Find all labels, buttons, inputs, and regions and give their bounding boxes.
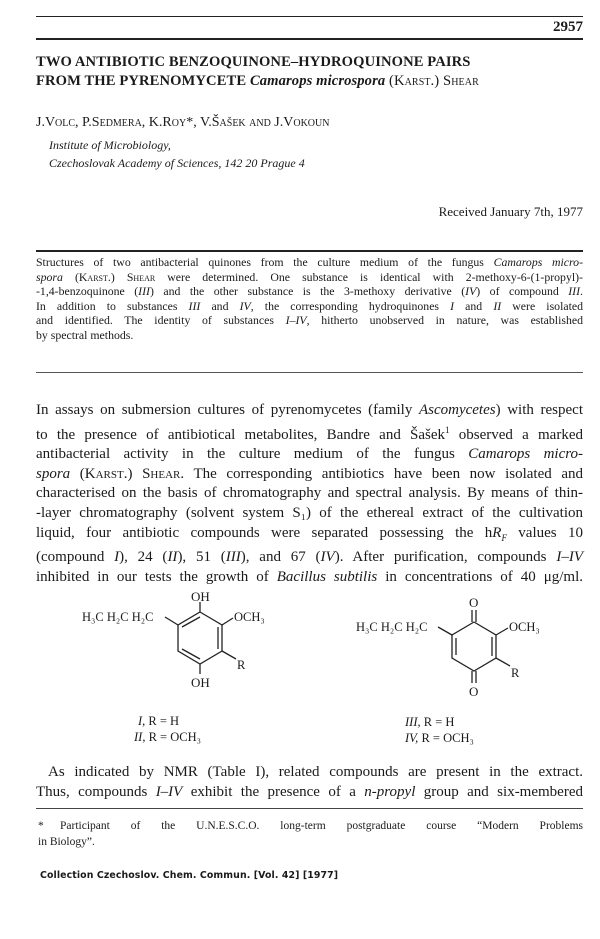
- hydroquinone-ring: [178, 612, 222, 664]
- body-line: spora (Karst.) Shear. The corresponding antibiotics have been now isolated and: [36, 465, 583, 482]
- hq-r-label: R: [237, 658, 246, 672]
- title-line-2: [36, 72, 479, 91]
- species-name: Camarops microspora: [249, 73, 386, 89]
- caption-text: R = H: [420, 715, 455, 729]
- title-line-1: TWO ANTIBIOTIC BENZOQUINONE–HYDROQUINONE PAIRS: [36, 54, 471, 70]
- compound-number: I,: [138, 714, 146, 728]
- header-bottom-rule: [36, 38, 583, 40]
- compound-number: III,: [405, 715, 421, 729]
- double-bond-inner: [182, 617, 200, 627]
- bq-methoxy-label: OCH₃: [509, 620, 540, 634]
- abstract-top-rule: [36, 250, 583, 252]
- bond-r: [496, 658, 510, 666]
- body-line: liquid, four antibiotic compounds were separated possessing the $hR_F$ values 10: [36, 524, 583, 543]
- body-line: In assays on submersion cultures of pyrenomycetes (family Ascomycetes) with respect: [36, 402, 583, 418]
- body-paragraph-1: [36, 401, 583, 587]
- abstract-line: -1,4-benzoquinone (III) and the other substance is the 3-methoxy derivative (IV) of compound III.: [36, 284, 583, 299]
- bond-r: [222, 651, 236, 659]
- hq-top-oh-label: OH: [191, 589, 210, 604]
- hq-bottom-oh-label: OH: [191, 675, 210, 690]
- body-line: As indicated by NMR (Table I), related compounds are present in the extract.: [48, 764, 583, 780]
- affiliation-line-1: Institute of Microbiology,: [49, 138, 171, 152]
- footnote: [38, 818, 583, 850]
- quinone-ring: [452, 622, 496, 671]
- species-authority: (Karst.) Shear: [385, 73, 479, 89]
- bq-r-label: R: [511, 666, 520, 680]
- body-line: characterised on the basis of chromatography and spectral analysis. By means of thin-: [36, 485, 583, 502]
- caption-text: R = H: [145, 714, 180, 728]
- author-list: J.Volc, P.Sedmera, K.Roy*, V.Šašek and J.Vokoun: [36, 115, 330, 130]
- benzoquinone-structure: [438, 610, 510, 683]
- caption-compound-ii: [134, 730, 201, 745]
- footnote-text: Participant of the U.N.E.S.C.O. long-term postgraduate course “Modern Problems: [60, 820, 583, 832]
- abstract-line: spora (Karst.) Shear were determined. One substance is identical with 2-methoxy-6-(1-propyl)-: [36, 269, 583, 284]
- compound-number: II,: [134, 730, 146, 744]
- chemical-structures-figure: [0, 580, 600, 710]
- abstract-line: In addition to substances III and IV, the corresponding hydroquinones I and II were isolated: [36, 298, 583, 313]
- journal-citation: Collection Czechoslov. Chem. Commun. [Vol. 42] [1977]: [40, 870, 339, 881]
- double-bond-inner: [182, 649, 200, 659]
- title-prefix: FROM THE PYRENOMYCETE: [36, 73, 250, 89]
- bond-methoxy: [222, 618, 233, 625]
- caption-compound-i: [138, 714, 179, 729]
- body-line: (compound I), 24 (II), 51 (III), and 67 (IV). After purification, compounds I–IV: [36, 549, 583, 566]
- hq-methoxy-label: OCH₃: [234, 610, 265, 624]
- hydroquinone-structure: [165, 602, 236, 674]
- hq-chain-label: H₃C H₂C H₂C: [82, 610, 154, 624]
- caption-compound-iii: [405, 715, 454, 730]
- caption-text: R = OCH₃: [145, 730, 201, 744]
- affiliation-line-2: Czechoslovak Academy of Sciences, 142 20 Prague 4: [49, 156, 305, 170]
- body-paragraph-2: [36, 763, 583, 802]
- bq-bottom-o-label: O: [469, 684, 479, 699]
- received-date: Received January 7th, 1977: [438, 204, 583, 219]
- footnote-line-1: [38, 818, 583, 834]
- footnote-marker: *: [38, 820, 44, 832]
- abstract-bottom-rule: [36, 372, 583, 373]
- bond-chain: [165, 617, 178, 625]
- affiliation: [49, 136, 305, 172]
- bond-methoxy: [496, 628, 508, 635]
- body-line: -layer chromatography (solvent system S₁) of the ethereal extract of the cultivation: [36, 504, 583, 521]
- bq-chain-label: H₃C H₂C H₂C: [356, 620, 428, 634]
- page-number: 2957: [553, 19, 583, 35]
- abstract-line: and identified. The identity of substances I–IV, hitherto unobserved in nature, was established: [36, 313, 583, 328]
- bq-top-o-label: O: [469, 595, 479, 610]
- abstract-line: Structures of two antibacterial quinones from the culture medium of the fungus Camarops micro-: [36, 255, 584, 269]
- body-line: inhibited in our tests the growth of Bacillus subtilis in concentrations of 40 μg/ml.: [36, 568, 583, 585]
- bond-chain: [438, 627, 452, 635]
- header-top-rule: [36, 16, 583, 17]
- caption-compound-iv: [405, 731, 474, 746]
- abstract: [36, 255, 583, 343]
- footnote-line-2: in Biology”.: [38, 836, 95, 848]
- body-line: antibacterial activity in the culture medium of the fungus Camarops micro-: [36, 446, 583, 463]
- compound-number: IV,: [405, 731, 419, 745]
- body-line: Thus, compounds I–IV exhibit the presence of a n-propyl group and six-membered: [36, 783, 583, 800]
- caption-text: R = OCH₃: [418, 731, 474, 745]
- article-title: [36, 53, 479, 91]
- abstract-line: by spectral methods.: [36, 327, 134, 342]
- body-line: to the presence of antibiotical metabolites, Bandre and Šašek$^1$ observed a marked: [36, 424, 583, 443]
- footnote-rule: [36, 808, 583, 809]
